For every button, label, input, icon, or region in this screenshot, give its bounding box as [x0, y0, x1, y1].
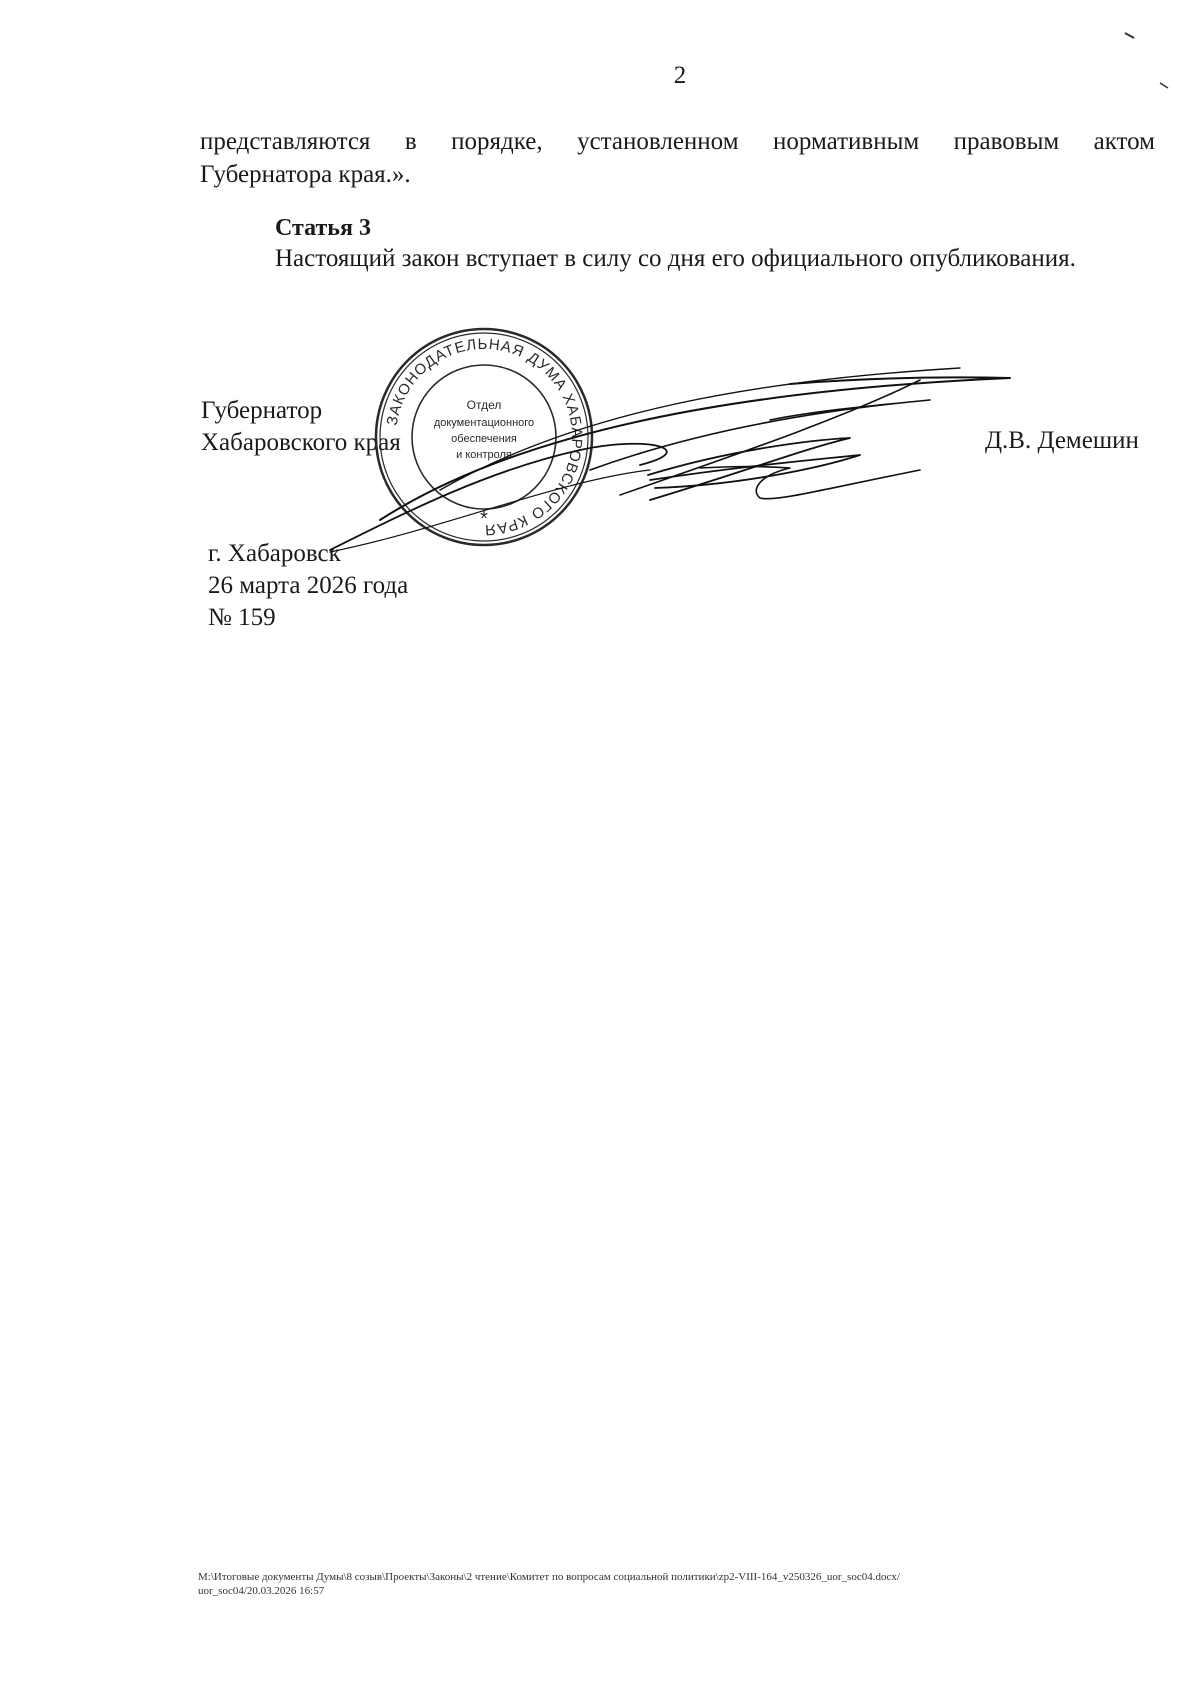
footer-line-2: uor_soc04/20.03.2026 16:57 [198, 1585, 325, 1597]
stamp-line-1: Отдел [466, 398, 502, 412]
page-number: 2 [673, 62, 687, 89]
stamp-line-3: обеспечения [451, 433, 517, 445]
paragraph-line-2: Губернатора края.». [200, 161, 411, 188]
stamp-ring-text: ЗАКОНОДАТЕЛЬНАЯ ДУМА ХАБАРОВСКОГО КРАЯ [383, 335, 586, 539]
file-path-footer [198, 1570, 1118, 1598]
document-number: № 159 [208, 604, 276, 631]
stamp-line-2: документационного [433, 417, 535, 429]
article-text: Настоящий закон вступает в силу со дня его официального опубликования. [275, 245, 1076, 272]
scan-mark-icon [1120, 28, 1180, 98]
signatory-position-line-1: Губернатор [201, 397, 323, 424]
city: г. Хабаровск [208, 540, 341, 567]
stamp-star: * [480, 508, 488, 530]
signatory-name: Д.В. Демешин [985, 427, 1139, 454]
article-title: Статья 3 [275, 215, 371, 241]
handwritten-signature-icon [320, 350, 1030, 560]
footer-line-1: M:\Итоговые документы Думы\8 созыв\Проекты\Законы\2 чтение\Комитет по вопросам социальной политики\zp2-VIII-164_v250326_uor_soc04.docx/ [198, 1571, 900, 1583]
paragraph-line-1: представляются в порядке, установленном нормативным правовым актом [200, 128, 1155, 155]
signatory-position-line-2: Хабаровского края [201, 429, 401, 456]
stamp-line-4: и контроля [456, 449, 512, 461]
date: 26 марта 2026 года [208, 572, 409, 599]
